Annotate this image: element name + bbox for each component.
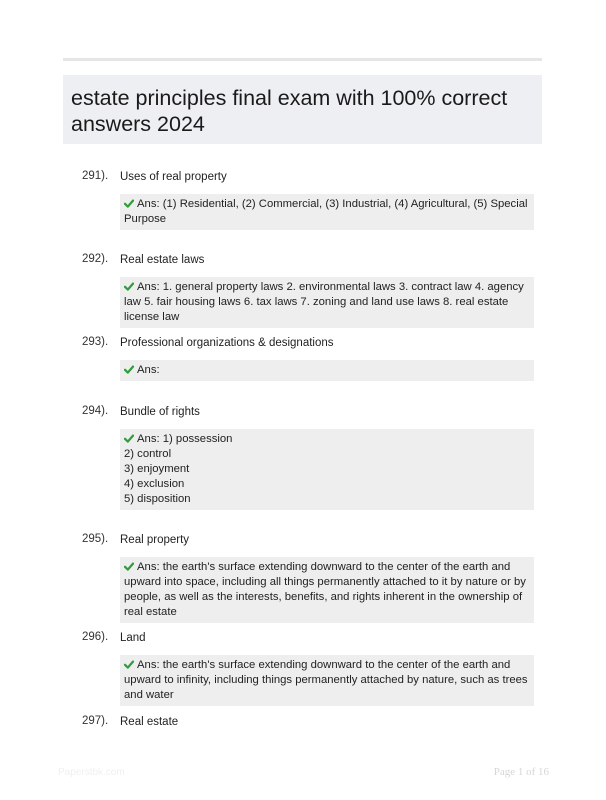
check-icon (124, 282, 134, 291)
answer-box (120, 277, 534, 328)
question-text: Professional organizations & designations (120, 337, 334, 349)
question-number: 292). (82, 253, 109, 265)
question-number: 294). (82, 405, 109, 417)
question-text: Real estate laws (120, 254, 205, 266)
answer-box (120, 429, 534, 510)
answer-text: Ans: the earth's surface extending downward to the center of the earth and upward into space, including all things permanently attached to it by nature or by people, as well as the interests, benefits, and rights inherent in the ownership of real estate (124, 561, 526, 618)
question-text: Bundle of rights (120, 406, 200, 418)
page-number: Page 1 of 16 (493, 766, 549, 778)
question-text: Land (120, 632, 146, 644)
answer-box (120, 557, 534, 623)
question-text: Uses of real property (120, 171, 227, 183)
answer-text: Ans: (137, 364, 160, 376)
question-text: Real property (120, 534, 190, 546)
check-icon (124, 562, 134, 571)
question-number: 296). (82, 631, 109, 643)
page-title: estate principles final exam with 100% correct answers 2024 (71, 86, 508, 136)
answer-box (120, 655, 534, 706)
answer-text: Ans: 1) possession 2) control 3) enjoyment 4) exclusion 5) disposition (124, 433, 233, 505)
check-icon (124, 365, 134, 374)
question-number: 295). (82, 533, 109, 545)
check-icon (124, 434, 134, 443)
answer-box (120, 194, 534, 230)
question-number: 293). (82, 336, 109, 348)
question-number: 291). (82, 170, 109, 182)
answer-text: Ans: 1. general property laws 2. environmental laws 3. contract law 4. agency law 5. fair housing laws 6. tax laws 7. zoning and land use laws 8. real estate license law (124, 281, 524, 323)
footer-site: Paperstbk.com (58, 767, 125, 778)
check-icon (124, 199, 134, 208)
check-icon (124, 660, 134, 669)
question-number: 297). (82, 715, 109, 727)
answer-text: Ans: the earth's surface extending downward to the center of the earth and upward to infinity, including things permanently attached by nature, such as trees and water (124, 659, 528, 701)
answer-text: Ans: (1) Residential, (2) Commercial, (3) Industrial, (4) Agricultural, (5) Special Purpose (124, 198, 528, 225)
question-text: Real estate (120, 716, 179, 728)
answer-box (120, 360, 534, 381)
